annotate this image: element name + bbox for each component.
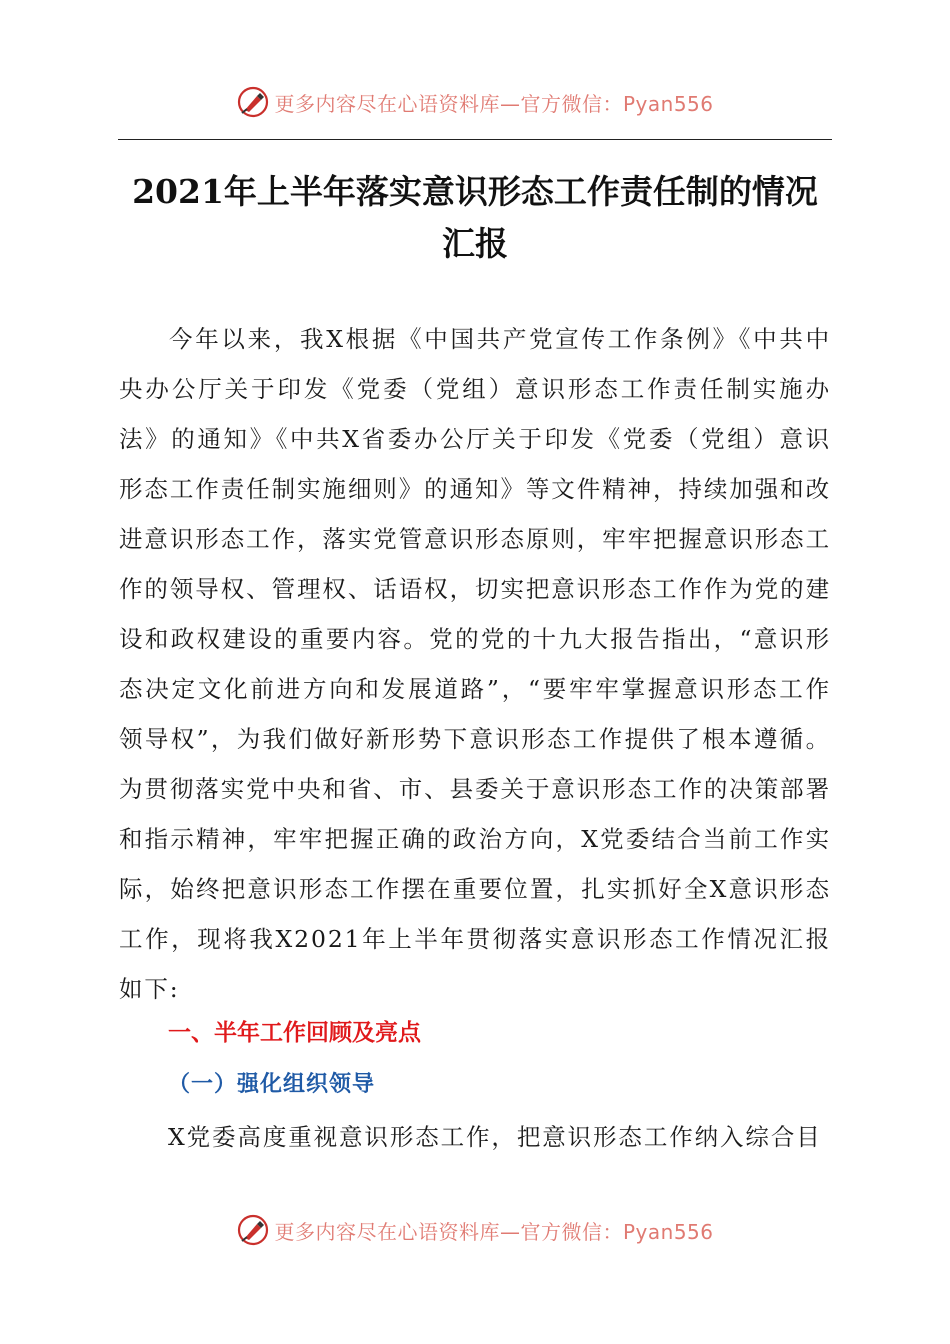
banner-wechat-id: Pyan556 bbox=[622, 91, 714, 116]
pen-nib-logo-icon bbox=[236, 1213, 270, 1247]
pen-nib-logo-icon bbox=[236, 85, 270, 119]
footer-banner bbox=[0, 1210, 950, 1250]
banner-wechat-label: 官方微信： bbox=[520, 1219, 623, 1244]
banner-prefix: 更多内容尽在心语资料库— bbox=[274, 1219, 521, 1244]
footer-banner-text bbox=[274, 1216, 713, 1245]
banner-wechat-label: 官方微信： bbox=[520, 91, 623, 116]
subsection-heading-1: （一）强化组织领导 bbox=[168, 1072, 376, 1097]
subsection-paragraph: X党委高度重视意识形态工作，把意识形态工作纳入综合目 bbox=[168, 1123, 822, 1151]
banner-wechat-id: Pyan556 bbox=[622, 1219, 714, 1244]
header-banner bbox=[0, 82, 950, 122]
document-title: 2021年上半年落实意识形态工作责任制的情况汇报 bbox=[132, 172, 818, 263]
section-heading-1: 一、半年工作回顾及亮点 bbox=[168, 1020, 421, 1046]
intro-paragraph: 今年以来，我X根据《中国共产党宣传工作条例》《中共中央办公厅关于印发《党委（党组）意识形态工作责任制实施办法》的通知》《中共X省委办公厅关于印发《党委（党组）意识形态工作责任制实施细则》的通知》等文件精神，持续加强和改进意识形态工作，落实党管意识形态原则，牢牢把握意识形态工作的领导权、管理权、话语权，切实把意识形态工作作为党的建设和政权建设的重要内容。党的党的十九大报告指出，“意识形态决定文化前进方向和发展道路”，“要牢牢掌握意识形态工作领导权”，为我们做好新形势下意识形态工作提供了根本遵循。为贯彻落实党中央和省、市、县委关于意识形态工作的决策部署和指示精神，牢牢把握正确的政治方向，X党委结合当前工作实际，始终把意识形态工作摆在重要位置，扎实抓好全X意识形态工作，现将我X2021年上半年贯彻落实意识形态工作情况汇报如下: bbox=[119, 325, 831, 1003]
banner-prefix: 更多内容尽在心语资料库— bbox=[274, 91, 521, 116]
header-banner-text bbox=[274, 88, 713, 117]
header-divider bbox=[118, 139, 832, 140]
